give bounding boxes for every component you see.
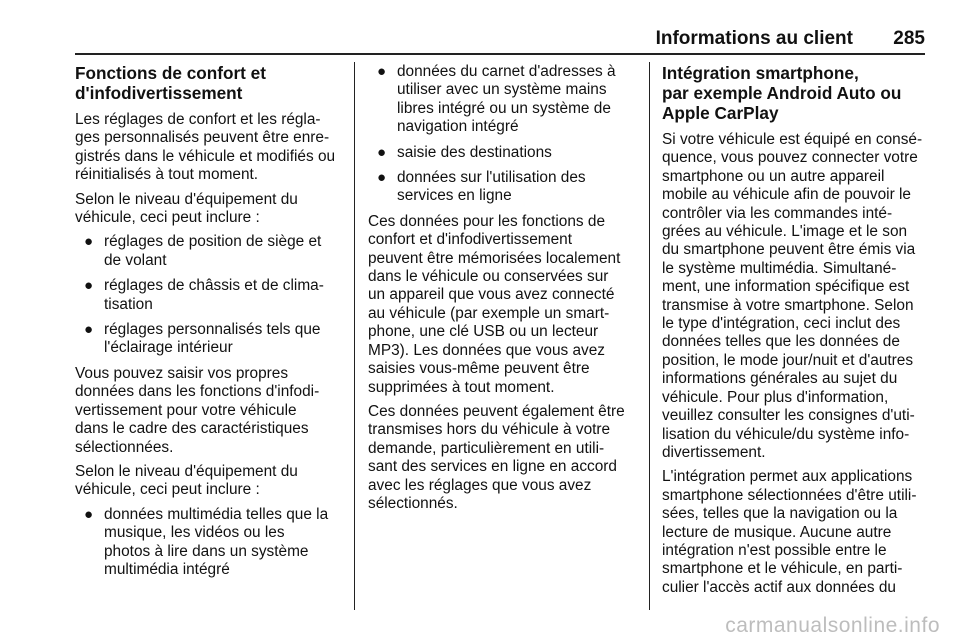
paragraph: Vous pouvez saisir vos propres données dans les fonctions d'infodi- vertissement pour votre véhicule dans le cadre des caractéristiques sélectionnées. (75, 364, 320, 456)
list-item-text: réglages de position de siège et de volant (104, 233, 322, 269)
list-item (75, 233, 343, 270)
bullet-icon: ● (84, 505, 94, 523)
paragraph: L'intégration permet aux applications smartphone sélectionnées d'être utili- sées, telles que la navigation ou la lecture de musique. Aucune autre intégration n'est possible entre le smartphone et le véhicule, en parti- culier l'accès actif aux données du (662, 468, 917, 596)
list-item-text: réglages de châssis et de clima- tisation (104, 277, 324, 313)
column-left (75, 63, 343, 586)
bullet-list (368, 63, 634, 206)
bullet-icon: ● (84, 321, 94, 339)
list-item (75, 321, 343, 358)
watermark: carmanualsonline.info (725, 614, 940, 637)
list-item (368, 144, 634, 162)
list-item (368, 169, 634, 206)
column-divider (354, 62, 355, 610)
header-title: Informations au client (655, 28, 853, 49)
list-item-text: réglages personnalisés tels que l'éclairage intérieur (104, 321, 321, 357)
page-header (75, 28, 925, 52)
paragraph: Selon le niveau d'équipement du véhicule, ceci peut inclure : (75, 462, 298, 499)
column-right (662, 63, 926, 603)
list-item (368, 63, 634, 137)
list-item-text: saisie des destinations (397, 143, 552, 161)
section-heading: Intégration smartphone, par exemple Android Auto ou Apple CarPlay (662, 63, 902, 123)
bullet-list (75, 506, 343, 580)
list-item (75, 506, 343, 580)
paragraph: Ces données pour les fonctions de confort et d'infodivertissement peuvent être mémorisées localement dans le véhicule ou conservées sur un appareil que vous avez connecté au véhicule (par exemple un smart- phone, une clé USB ou un lecteur MP3). Les données que vous avez saisies vous-même peuvent être supprimées à tout moment. (368, 212, 621, 396)
paragraph: Ces données peuvent également être transmises hors du véhicule à votre demande, particulièrement en utili- sant des services en ligne en accord avec les réglages que vous avez sélectionnés. (368, 402, 625, 512)
paragraph: Selon le niveau d'équipement du véhicule, ceci peut inclure : (75, 190, 298, 227)
paragraph: Les réglages de confort et les régla- ges personnalisés peuvent être enre- gistrés dans le véhicule et modifiés ou réinitialisés à tout moment. (75, 111, 336, 184)
list-item-text: données du carnet d'adresses à utiliser avec un système mains libres intégré ou un système de navigation intégré (397, 63, 616, 136)
bullet-icon: ● (377, 63, 387, 80)
list-item-text: données sur l'utilisation des services en ligne (397, 169, 586, 205)
list-item-text: données multimédia telles que la musique, les vidéos ou les photos à lire dans un système multimédia intégré (104, 505, 329, 578)
bullet-icon: ● (84, 233, 94, 251)
list-item (75, 277, 343, 314)
header-rule (75, 53, 925, 55)
section-heading: Fonctions de confort et d'infodivertissement (75, 63, 266, 103)
bullet-icon: ● (377, 143, 387, 161)
bullet-icon: ● (84, 277, 94, 295)
paragraph: Si votre véhicule est équipé en consé- quence, vous pouvez connecter votre smartphone ou un autre appareil mobile au véhicule afin de pouvoir le contrôler via les commandes inté- grées au véhicule. L'image et le son du smartphone peuvent être émis via le système multimédia. Simultané- ment, une information spécifique est transmise à votre smartphone. Selon le type d'intégration, ceci inclut des données telles que les données de position, le mode jour/nuit et d'autres informations générales au sujet du véhicule. Pour plus d'information, veuillez consulter les consignes d'uti- lisation du véhicule/du système info- divertissement. (662, 131, 923, 461)
bullet-list (75, 233, 343, 357)
column-middle (368, 63, 634, 519)
column-divider (649, 62, 650, 610)
bullet-icon: ● (377, 169, 387, 187)
page-number: 285 (893, 28, 925, 49)
